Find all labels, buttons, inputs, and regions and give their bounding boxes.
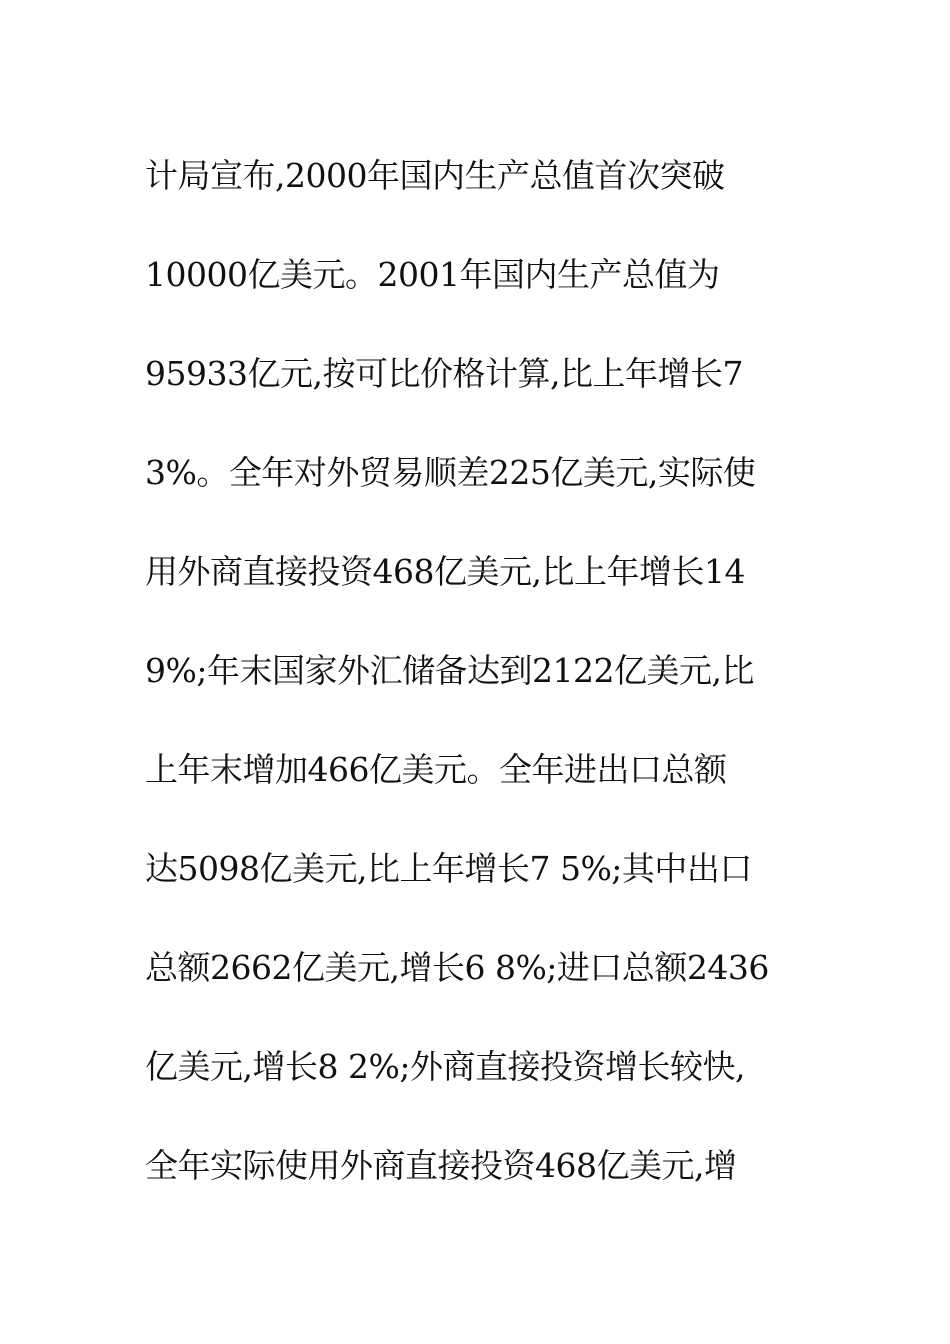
text-line: 用外商直接投资468亿美元,比上年增长14 [145, 552, 745, 591]
body-text [145, 126, 845, 1215]
text-line: 上年末增加466亿美元。全年进出口总额 [145, 750, 727, 789]
text-line: 3%。全年对外贸易顺差225亿美元,实际使 [145, 453, 756, 492]
text-line: 9%;年末国家外汇储备达到2122亿美元,比 [145, 651, 754, 690]
text-line: 亿美元,增长8 2%;外商直接投资增长较快, [145, 1047, 745, 1086]
text-line: 达5098亿美元,比上年增长7 5%;其中出口 [145, 849, 752, 888]
text-line: 全年实际使用外商直接投资468亿美元,增 [145, 1146, 737, 1185]
text-line: 10000亿美元。2001年国内生产总值为 [145, 255, 720, 294]
text-line: 95933亿元,按可比价格计算,比上年增长7 [145, 354, 743, 393]
text-line: 总额2662亿美元,增长6 8%;进口总额2436 [145, 948, 769, 987]
text-line: 计局宣布,2000年国内生产总值首次突破 [145, 156, 725, 195]
